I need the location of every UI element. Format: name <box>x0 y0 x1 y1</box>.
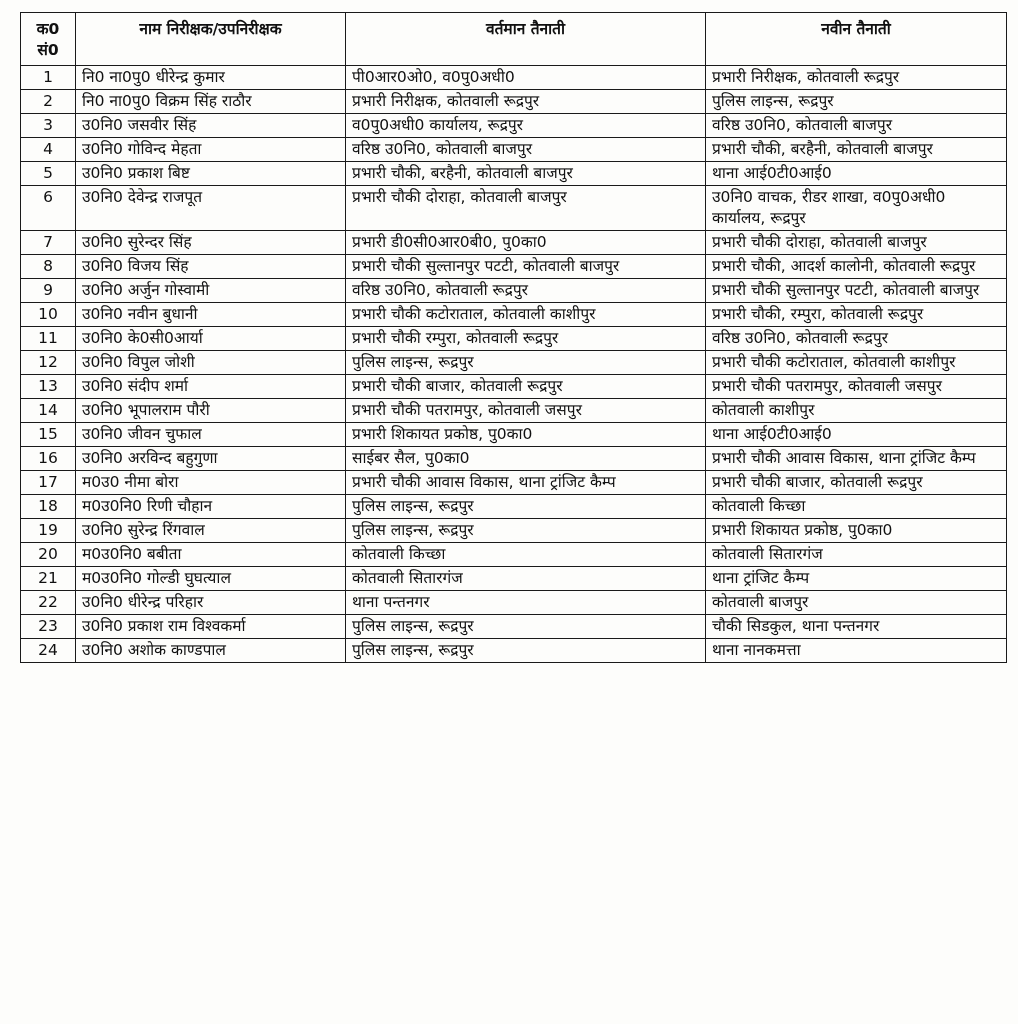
serial-no-cell: 21 <box>21 567 76 591</box>
table-row <box>21 231 1007 255</box>
table-row <box>21 471 1007 495</box>
new-posting-cell: प्रभारी चौकी, रम्पुरा, कोतवाली रूद्रपुर <box>706 303 1007 327</box>
new-posting-cell: थाना आई0टी0आई0 <box>706 162 1007 186</box>
current-posting-cell: पुलिस लाइन्स, रूद्रपुर <box>346 615 706 639</box>
current-posting-cell: वरिष्ठ उ0नि0, कोतवाली रूद्रपुर <box>346 279 706 303</box>
serial-no-cell: 15 <box>21 423 76 447</box>
serial-no-cell: 12 <box>21 351 76 375</box>
serial-no-cell: 20 <box>21 543 76 567</box>
transfer-table <box>20 12 1007 663</box>
serial-no-cell: 18 <box>21 495 76 519</box>
new-posting-cell: प्रभारी चौकी बाजार, कोतवाली रूद्रपुर <box>706 471 1007 495</box>
table-row <box>21 303 1007 327</box>
table-row <box>21 639 1007 663</box>
name-cell: उ0नि0 विपुल जोशी <box>76 351 346 375</box>
name-cell: म0उ0नि0 गोल्डी घुघत्याल <box>76 567 346 591</box>
current-posting-cell: प्रभारी शिकायत प्रकोष्ठ, पु0का0 <box>346 423 706 447</box>
new-posting-cell: प्रभारी शिकायत प्रकोष्ठ, पु0का0 <box>706 519 1007 543</box>
header-serial-no: क0 सं0 <box>21 13 76 66</box>
name-cell: उ0नि0 जीवन चुफाल <box>76 423 346 447</box>
current-posting-cell: प्रभारी चौकी सुल्तानपुर पटटी, कोतवाली बाजपुर <box>346 255 706 279</box>
new-posting-cell: प्रभारी चौकी, बरहैनी, कोतवाली बाजपुर <box>706 138 1007 162</box>
serial-no-cell: 14 <box>21 399 76 423</box>
new-posting-cell: प्रभारी चौकी आवास विकास, थाना ट्रांजिट कैम्प <box>706 447 1007 471</box>
name-cell: उ0नि0 देवेन्द्र राजपूत <box>76 186 346 231</box>
new-posting-cell: कोतवाली सितारगंज <box>706 543 1007 567</box>
header-name: नाम निरीक्षक/उपनिरीक्षक <box>76 13 346 66</box>
table-row <box>21 375 1007 399</box>
new-posting-cell: वरिष्ठ उ0नि0, कोतवाली बाजपुर <box>706 114 1007 138</box>
serial-no-cell: 23 <box>21 615 76 639</box>
serial-no-cell: 9 <box>21 279 76 303</box>
table-row <box>21 567 1007 591</box>
new-posting-cell: प्रभारी चौकी, आदर्श कालोनी, कोतवाली रूद्रपुर <box>706 255 1007 279</box>
name-cell: उ0नि0 अरविन्द बहुगुणा <box>76 447 346 471</box>
serial-no-cell: 17 <box>21 471 76 495</box>
current-posting-cell: पुलिस लाइन्स, रूद्रपुर <box>346 495 706 519</box>
serial-no-cell: 8 <box>21 255 76 279</box>
new-posting-cell: थाना आई0टी0आई0 <box>706 423 1007 447</box>
name-cell: म0उ0 नीमा बोरा <box>76 471 346 495</box>
name-cell: नि0 ना0पु0 विक्रम सिंह राठौर <box>76 90 346 114</box>
serial-no-cell: 13 <box>21 375 76 399</box>
table-row <box>21 495 1007 519</box>
table-row <box>21 543 1007 567</box>
serial-no-cell: 10 <box>21 303 76 327</box>
name-cell: उ0नि0 प्रकाश बिष्ट <box>76 162 346 186</box>
current-posting-cell: प्रभारी डी0सी0आर0बी0, पु0का0 <box>346 231 706 255</box>
table-row <box>21 138 1007 162</box>
new-posting-cell: प्रभारी चौकी सुल्तानपुर पटटी, कोतवाली बाजपुर <box>706 279 1007 303</box>
current-posting-cell: व0पु0अधी0 कार्यालय, रूद्रपुर <box>346 114 706 138</box>
table-header-row <box>21 13 1007 66</box>
current-posting-cell: प्रभारी चौकी, बरहैनी, कोतवाली बाजपुर <box>346 162 706 186</box>
current-posting-cell: पुलिस लाइन्स, रूद्रपुर <box>346 519 706 543</box>
name-cell: म0उ0नि0 बबीता <box>76 543 346 567</box>
new-posting-cell: प्रभारी चौकी पतरामपुर, कोतवाली जसपुर <box>706 375 1007 399</box>
table-row <box>21 114 1007 138</box>
serial-no-cell: 22 <box>21 591 76 615</box>
name-cell: उ0नि0 जसवीर सिंह <box>76 114 346 138</box>
table-row <box>21 162 1007 186</box>
current-posting-cell: कोतवाली सितारगंज <box>346 567 706 591</box>
serial-no-cell: 2 <box>21 90 76 114</box>
new-posting-cell: वरिष्ठ उ0नि0, कोतवाली रूद्रपुर <box>706 327 1007 351</box>
name-cell: उ0नि0 अशोक काण्डपाल <box>76 639 346 663</box>
new-posting-cell: थाना नानकमत्ता <box>706 639 1007 663</box>
new-posting-cell: प्रभारी चौकी दोराहा, कोतवाली बाजपुर <box>706 231 1007 255</box>
table-row <box>21 255 1007 279</box>
current-posting-cell: प्रभारी चौकी आवास विकास, थाना ट्रांजिट कैम्प <box>346 471 706 495</box>
table-row <box>21 519 1007 543</box>
serial-no-cell: 19 <box>21 519 76 543</box>
new-posting-cell: कोतवाली काशीपुर <box>706 399 1007 423</box>
new-posting-cell: प्रभारी निरीक्षक, कोतवाली रूद्रपुर <box>706 66 1007 90</box>
current-posting-cell: प्रभारी चौकी पतरामपुर, कोतवाली जसपुर <box>346 399 706 423</box>
table-row <box>21 591 1007 615</box>
name-cell: उ0नि0 के0सी0आर्या <box>76 327 346 351</box>
new-posting-cell: प्रभारी चौकी कटोराताल, कोतवाली काशीपुर <box>706 351 1007 375</box>
current-posting-cell: प्रभारी चौकी दोराहा, कोतवाली बाजपुर <box>346 186 706 231</box>
table-row <box>21 447 1007 471</box>
name-cell: उ0नि0 नवीन बुधानी <box>76 303 346 327</box>
serial-no-cell: 24 <box>21 639 76 663</box>
table-row <box>21 615 1007 639</box>
current-posting-cell: पुलिस लाइन्स, रूद्रपुर <box>346 351 706 375</box>
name-cell: उ0नि0 सुरेन्द्र रिंगवाल <box>76 519 346 543</box>
current-posting-cell: वरिष्ठ उ0नि0, कोतवाली बाजपुर <box>346 138 706 162</box>
new-posting-cell: चौकी सिडकुल, थाना पन्तनगर <box>706 615 1007 639</box>
table-row <box>21 423 1007 447</box>
serial-no-cell: 16 <box>21 447 76 471</box>
name-cell: नि0 ना0पु0 धीरेन्द्र कुमार <box>76 66 346 90</box>
current-posting-cell: कोतवाली किच्छा <box>346 543 706 567</box>
new-posting-cell: कोतवाली किच्छा <box>706 495 1007 519</box>
current-posting-cell: प्रभारी चौकी कटोराताल, कोतवाली काशीपुर <box>346 303 706 327</box>
new-posting-cell: थाना ट्रांजिट कैम्प <box>706 567 1007 591</box>
table-row <box>21 279 1007 303</box>
name-cell: उ0नि0 प्रकाश राम विश्वकर्मा <box>76 615 346 639</box>
name-cell: उ0नि0 धीरेन्द्र परिहार <box>76 591 346 615</box>
serial-no-cell: 7 <box>21 231 76 255</box>
table-row <box>21 186 1007 231</box>
serial-no-cell: 4 <box>21 138 76 162</box>
table-row <box>21 399 1007 423</box>
current-posting-cell: प्रभारी चौकी बाजार, कोतवाली रूद्रपुर <box>346 375 706 399</box>
new-posting-cell: कोतवाली बाजपुर <box>706 591 1007 615</box>
name-cell: उ0नि0 सुरेन्दर सिंह <box>76 231 346 255</box>
serial-no-cell: 3 <box>21 114 76 138</box>
current-posting-cell: पुलिस लाइन्स, रूद्रपुर <box>346 639 706 663</box>
current-posting-cell: साईबर सैल, पु0का0 <box>346 447 706 471</box>
serial-no-cell: 6 <box>21 186 76 231</box>
table-row <box>21 351 1007 375</box>
table-row <box>21 66 1007 90</box>
name-cell: उ0नि0 विजय सिंह <box>76 255 346 279</box>
name-cell: उ0नि0 भूपालराम पौरी <box>76 399 346 423</box>
serial-no-cell: 11 <box>21 327 76 351</box>
name-cell: उ0नि0 अर्जुन गोस्वामी <box>76 279 346 303</box>
current-posting-cell: प्रभारी चौकी रम्पुरा, कोतवाली रूद्रपुर <box>346 327 706 351</box>
current-posting-cell: प्रभारी निरीक्षक, कोतवाली रूद्रपुर <box>346 90 706 114</box>
current-posting-cell: थाना पन्तनगर <box>346 591 706 615</box>
serial-no-cell: 5 <box>21 162 76 186</box>
name-cell: उ0नि0 संदीप शर्मा <box>76 375 346 399</box>
name-cell: म0उ0नि0 रिणी चौहान <box>76 495 346 519</box>
header-current-posting: वर्तमान तैनाती <box>346 13 706 66</box>
table-row <box>21 327 1007 351</box>
current-posting-cell: पी0आर0ओ0, व0पु0अधी0 <box>346 66 706 90</box>
name-cell: उ0नि0 गोविन्द मेहता <box>76 138 346 162</box>
new-posting-cell: उ0नि0 वाचक, रीडर शाखा, व0पु0अधी0 कार्यालय, रूद्रपुर <box>706 186 1007 231</box>
header-new-posting: नवीन तैनाती <box>706 13 1007 66</box>
table-row <box>21 90 1007 114</box>
new-posting-cell: पुलिस लाइन्स, रूद्रपुर <box>706 90 1007 114</box>
serial-no-cell: 1 <box>21 66 76 90</box>
